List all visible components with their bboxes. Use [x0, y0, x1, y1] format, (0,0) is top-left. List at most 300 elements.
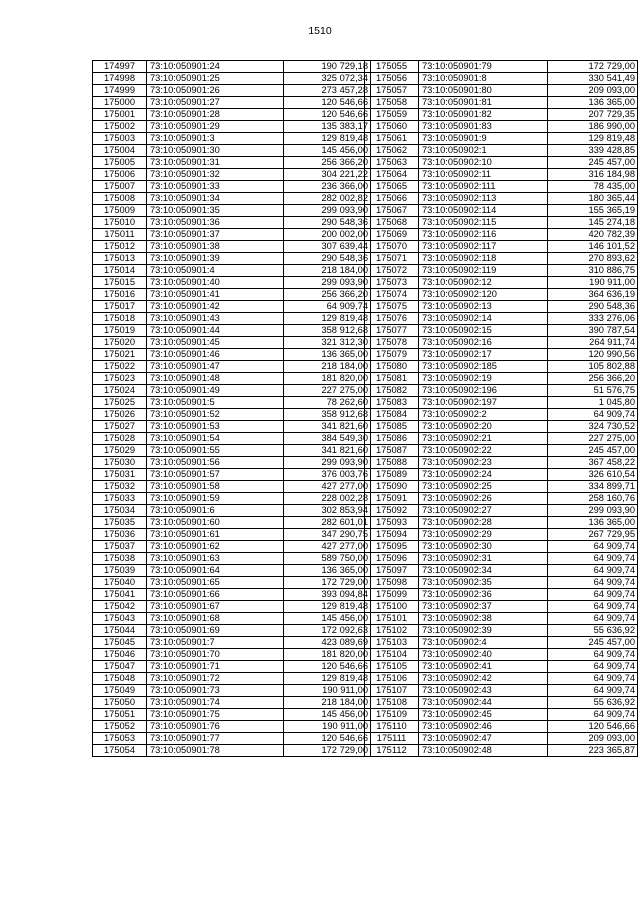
record-number-cell: 175011	[93, 229, 147, 241]
table-row	[93, 301, 371, 313]
cadastral-number-cell: 73:10:050901:70	[147, 649, 284, 661]
cadastral-value-cell: 299 093,90	[548, 505, 638, 517]
record-number-cell: 175017	[93, 301, 147, 313]
record-number-cell: 175101	[365, 613, 419, 625]
cadastral-number-cell: 73:10:050901:72	[147, 673, 284, 685]
cadastral-value-cell: 384 549,30	[284, 433, 371, 445]
record-number-cell: 175002	[93, 121, 147, 133]
cadastral-value-cell: 120 546,66	[284, 109, 371, 121]
cadastral-number-cell: 73:10:050902:113	[419, 193, 548, 205]
table-body-right	[365, 61, 638, 757]
table-row	[93, 289, 371, 301]
record-number-cell: 175016	[93, 289, 147, 301]
table-row	[365, 493, 638, 505]
table-row	[365, 133, 638, 145]
cadastral-number-cell: 73:10:050902:38	[419, 613, 548, 625]
table-row	[365, 637, 638, 649]
cadastral-value-cell: 172 729,00	[284, 745, 371, 757]
cadastral-value-cell: 181 820,00	[284, 649, 371, 661]
record-number-cell: 175077	[365, 325, 419, 337]
table-row	[93, 241, 371, 253]
cadastral-value-cell: 136 365,00	[284, 565, 371, 577]
record-number-cell: 174997	[93, 61, 147, 73]
cadastral-value-cell: 245 457,00	[548, 445, 638, 457]
cadastral-number-cell: 73:10:050901:56	[147, 457, 284, 469]
record-number-cell: 175109	[365, 709, 419, 721]
table-row	[365, 253, 638, 265]
record-number-cell: 175015	[93, 277, 147, 289]
table-row	[365, 361, 638, 373]
cadastral-value-cell: 190 911,00	[284, 685, 371, 697]
table-row	[365, 193, 638, 205]
cadastral-value-cell: 299 093,90	[284, 457, 371, 469]
table-row	[93, 421, 371, 433]
cadastral-value-cell: 136 365,00	[284, 349, 371, 361]
cadastral-value-cell: 136 365,00	[548, 517, 638, 529]
cadastral-value-cell: 290 548,36	[284, 217, 371, 229]
record-number-cell: 175070	[365, 241, 419, 253]
cadastral-value-cell: 304 221,22	[284, 169, 371, 181]
table-row	[93, 745, 371, 757]
cadastral-value-cell: 200 002,00	[284, 229, 371, 241]
record-number-cell: 175085	[365, 421, 419, 433]
record-number-cell: 175057	[365, 85, 419, 97]
table-row	[93, 685, 371, 697]
cadastral-value-cell: 64 909,74	[548, 601, 638, 613]
record-number-cell: 175097	[365, 565, 419, 577]
cadastral-value-cell: 120 546,66	[284, 661, 371, 673]
cadastral-number-cell: 73:10:050902:19	[419, 373, 548, 385]
record-number-cell: 175045	[93, 637, 147, 649]
table-row	[93, 625, 371, 637]
record-number-cell: 175049	[93, 685, 147, 697]
record-number-cell: 175041	[93, 589, 147, 601]
cadastral-value-cell: 1 045,80	[548, 397, 638, 409]
table-row	[93, 493, 371, 505]
cadastral-number-cell: 73:10:050902:42	[419, 673, 548, 685]
cadastral-value-cell: 120 546,66	[548, 721, 638, 733]
cadastral-number-cell: 73:10:050902:39	[419, 625, 548, 637]
record-number-cell: 175037	[93, 541, 147, 553]
record-number-cell: 175001	[93, 109, 147, 121]
record-number-cell: 175088	[365, 457, 419, 469]
record-number-cell: 175074	[365, 289, 419, 301]
cadastral-number-cell: 73:10:050902:185	[419, 361, 548, 373]
table-row	[365, 661, 638, 673]
table-row	[365, 445, 638, 457]
cadastral-number-cell: 73:10:050902:43	[419, 685, 548, 697]
record-number-cell: 175043	[93, 613, 147, 625]
cadastral-value-cell: 218 184,00	[284, 265, 371, 277]
cadastral-number-cell: 73:10:050902:28	[419, 517, 548, 529]
cadastral-value-cell: 256 366,20	[548, 373, 638, 385]
cadastral-value-cell: 245 457,00	[548, 157, 638, 169]
cadastral-value-cell: 64 909,74	[548, 409, 638, 421]
record-number-cell: 175098	[365, 577, 419, 589]
cadastral-value-cell: 129 819,48	[284, 313, 371, 325]
record-number-cell: 175105	[365, 661, 419, 673]
cadastral-number-cell: 73:10:050901:32	[147, 169, 284, 181]
cadastral-number-cell: 73:10:050901:30	[147, 145, 284, 157]
cadastral-number-cell: 73:10:050902:46	[419, 721, 548, 733]
cadastral-number-cell: 73:10:050901:46	[147, 349, 284, 361]
cadastral-value-cell: 333 276,06	[548, 313, 638, 325]
cadastral-number-cell: 73:10:050901:62	[147, 541, 284, 553]
cadastral-value-cell: 172 729,00	[548, 61, 638, 73]
cadastral-number-cell: 73:10:050901:36	[147, 217, 284, 229]
table-row	[93, 601, 371, 613]
record-number-cell: 175080	[365, 361, 419, 373]
cadastral-number-cell: 73:10:050901:37	[147, 229, 284, 241]
table-row	[365, 277, 638, 289]
cadastral-number-cell: 73:10:050901:76	[147, 721, 284, 733]
record-number-cell: 175022	[93, 361, 147, 373]
cadastral-number-cell: 73:10:050902:34	[419, 565, 548, 577]
cadastral-value-cell: 321 312,30	[284, 337, 371, 349]
cadastral-value-cell: 420 782,39	[548, 229, 638, 241]
cadastral-value-cell: 236 366,00	[284, 181, 371, 193]
table-row	[365, 145, 638, 157]
record-number-cell: 175042	[93, 601, 147, 613]
cadastral-number-cell: 73:10:050901:53	[147, 421, 284, 433]
table-row	[93, 457, 371, 469]
record-number-cell: 175025	[93, 397, 147, 409]
cadastral-value-cell: 341 821,60	[284, 445, 371, 457]
table-row	[93, 157, 371, 169]
cadastral-value-cell: 218 184,00	[284, 361, 371, 373]
cadastral-number-cell: 73:10:050901:28	[147, 109, 284, 121]
cadastral-number-cell: 73:10:050902:11	[419, 169, 548, 181]
record-number-cell: 175054	[93, 745, 147, 757]
record-number-cell: 175092	[365, 505, 419, 517]
table-row	[93, 313, 371, 325]
cadastral-value-cell: 334 899,71	[548, 481, 638, 493]
table-row	[93, 121, 371, 133]
cadastral-number-cell: 73:10:050901:27	[147, 97, 284, 109]
record-number-cell: 175100	[365, 601, 419, 613]
table-row	[365, 205, 638, 217]
table-row	[93, 133, 371, 145]
table-row	[93, 553, 371, 565]
cadastral-number-cell: 73:10:050901:80	[419, 85, 548, 97]
record-number-cell: 175018	[93, 313, 147, 325]
cadastral-number-cell: 73:10:050901:3	[147, 133, 284, 145]
cadastral-number-cell: 73:10:050901:73	[147, 685, 284, 697]
table-row	[365, 73, 638, 85]
cadastral-number-cell: 73:10:050901:69	[147, 625, 284, 637]
cadastral-number-cell: 73:10:050901:39	[147, 253, 284, 265]
table-row	[93, 505, 371, 517]
table-row	[93, 517, 371, 529]
cadastral-number-cell: 73:10:050902:37	[419, 601, 548, 613]
cadastral-value-cell: 105 802,88	[548, 361, 638, 373]
cadastral-number-cell: 73:10:050901:60	[147, 517, 284, 529]
cadastral-value-cell: 209 093,00	[548, 733, 638, 745]
cadastral-value-cell: 227 275,00	[548, 433, 638, 445]
table-row	[93, 181, 371, 193]
record-number-cell: 175044	[93, 625, 147, 637]
table-row	[93, 337, 371, 349]
cadastral-value-cell: 310 886,75	[548, 265, 638, 277]
table-row	[365, 625, 638, 637]
cadastral-number-cell: 73:10:050902:25	[419, 481, 548, 493]
cadastral-value-cell: 390 787,54	[548, 325, 638, 337]
cadastral-value-cell: 64 909,74	[548, 553, 638, 565]
record-number-cell: 174999	[93, 85, 147, 97]
cadastral-table-right	[364, 60, 638, 757]
table-row	[365, 373, 638, 385]
cadastral-value-cell: 330 541,49	[548, 73, 638, 85]
cadastral-number-cell: 73:10:050901:59	[147, 493, 284, 505]
record-number-cell: 175095	[365, 541, 419, 553]
cadastral-value-cell: 64 909,74	[548, 613, 638, 625]
table-row	[365, 481, 638, 493]
table-row	[93, 481, 371, 493]
record-number-cell: 175071	[365, 253, 419, 265]
cadastral-value-cell: 64 909,74	[548, 661, 638, 673]
record-number-cell: 175102	[365, 625, 419, 637]
cadastral-number-cell: 73:10:050902:36	[419, 589, 548, 601]
cadastral-number-cell: 73:10:050901:34	[147, 193, 284, 205]
table-row	[365, 553, 638, 565]
table-row	[365, 421, 638, 433]
record-number-cell: 175030	[93, 457, 147, 469]
table-row	[365, 121, 638, 133]
cadastral-number-cell: 73:10:050902:197	[419, 397, 548, 409]
cadastral-number-cell: 73:10:050901:47	[147, 361, 284, 373]
table-row	[365, 409, 638, 421]
cadastral-value-cell: 120 990,56	[548, 349, 638, 361]
cadastral-value-cell: 55 636,92	[548, 697, 638, 709]
record-number-cell: 175099	[365, 589, 419, 601]
table-row	[93, 397, 371, 409]
table-row	[365, 589, 638, 601]
table-row	[365, 157, 638, 169]
record-number-cell: 175073	[365, 277, 419, 289]
cadastral-number-cell: 73:10:050902:1	[419, 145, 548, 157]
cadastral-value-cell: 190 911,00	[548, 277, 638, 289]
cadastral-value-cell: 339 428,85	[548, 145, 638, 157]
record-number-cell: 175009	[93, 205, 147, 217]
record-number-cell: 175010	[93, 217, 147, 229]
cadastral-number-cell: 73:10:050901:78	[147, 745, 284, 757]
table-row	[365, 85, 638, 97]
table-row	[93, 721, 371, 733]
cadastral-number-cell: 73:10:050901:63	[147, 553, 284, 565]
cadastral-number-cell: 73:10:050901:83	[419, 121, 548, 133]
table-row	[365, 61, 638, 73]
cadastral-number-cell: 73:10:050902:44	[419, 697, 548, 709]
cadastral-number-cell: 73:10:050901:48	[147, 373, 284, 385]
cadastral-value-cell: 145 456,00	[284, 613, 371, 625]
cadastral-value-cell: 282 002,82	[284, 193, 371, 205]
table-row	[93, 589, 371, 601]
cadastral-value-cell: 136 365,00	[548, 97, 638, 109]
record-number-cell: 175067	[365, 205, 419, 217]
cadastral-value-cell: 376 003,76	[284, 469, 371, 481]
cadastral-number-cell: 73:10:050902:29	[419, 529, 548, 541]
cadastral-number-cell: 73:10:050902:22	[419, 445, 548, 457]
cadastral-value-cell: 64 909,74	[284, 301, 371, 313]
record-number-cell: 175072	[365, 265, 419, 277]
cadastral-value-cell: 227 275,00	[284, 385, 371, 397]
table-row	[365, 469, 638, 481]
cadastral-value-cell: 155 365,19	[548, 205, 638, 217]
cadastral-number-cell: 73:10:050902:21	[419, 433, 548, 445]
cadastral-value-cell: 264 911,74	[548, 337, 638, 349]
table-row	[93, 85, 371, 97]
table-row	[93, 109, 371, 121]
cadastral-value-cell: 135 383,17	[284, 121, 371, 133]
table-row	[93, 277, 371, 289]
cadastral-value-cell: 145 456,00	[284, 709, 371, 721]
cadastral-number-cell: 73:10:050901:77	[147, 733, 284, 745]
cadastral-number-cell: 73:10:050902:45	[419, 709, 548, 721]
cadastral-number-cell: 73:10:050901:58	[147, 481, 284, 493]
cadastral-value-cell: 367 458,22	[548, 457, 638, 469]
cadastral-number-cell: 73:10:050902:4	[419, 637, 548, 649]
cadastral-value-cell: 299 093,90	[284, 277, 371, 289]
table-row	[365, 289, 638, 301]
cadastral-value-cell: 325 072,34	[284, 73, 371, 85]
cadastral-number-cell: 73:10:050901:29	[147, 121, 284, 133]
cadastral-value-cell: 358 912,68	[284, 409, 371, 421]
cadastral-number-cell: 73:10:050902:118	[419, 253, 548, 265]
cadastral-number-cell: 73:10:050901:67	[147, 601, 284, 613]
table-row	[93, 709, 371, 721]
cadastral-number-cell: 73:10:050901:40	[147, 277, 284, 289]
cadastral-value-cell: 64 909,74	[548, 673, 638, 685]
table-row	[93, 325, 371, 337]
record-number-cell: 175111	[365, 733, 419, 745]
record-number-cell: 175027	[93, 421, 147, 433]
cadastral-number-cell: 73:10:050902:116	[419, 229, 548, 241]
record-number-cell: 175075	[365, 301, 419, 313]
record-number-cell: 175055	[365, 61, 419, 73]
table-row	[93, 193, 371, 205]
record-number-cell: 175108	[365, 697, 419, 709]
page-number: 1510	[308, 25, 332, 37]
cadastral-value-cell: 180 365,44	[548, 193, 638, 205]
cadastral-value-cell: 129 819,48	[284, 673, 371, 685]
cadastral-number-cell: 73:10:050901:82	[419, 109, 548, 121]
cadastral-value-cell: 78 262,60	[284, 397, 371, 409]
record-number-cell: 175090	[365, 481, 419, 493]
table-row	[93, 205, 371, 217]
table-row	[365, 673, 638, 685]
cadastral-value-cell: 120 546,66	[284, 97, 371, 109]
record-number-cell: 175021	[93, 349, 147, 361]
cadastral-number-cell: 73:10:050901:26	[147, 85, 284, 97]
table-row	[365, 709, 638, 721]
table-row	[93, 361, 371, 373]
table-row	[365, 685, 638, 697]
record-number-cell: 175059	[365, 109, 419, 121]
record-number-cell: 175084	[365, 409, 419, 421]
record-number-cell: 175000	[93, 97, 147, 109]
cadastral-value-cell: 64 909,74	[548, 709, 638, 721]
record-number-cell: 175052	[93, 721, 147, 733]
record-number-cell: 175048	[93, 673, 147, 685]
record-number-cell: 175046	[93, 649, 147, 661]
cadastral-value-cell: 145 274,18	[548, 217, 638, 229]
table-row	[365, 337, 638, 349]
cadastral-value-cell: 78 435,00	[548, 181, 638, 193]
cadastral-number-cell: 73:10:050902:30	[419, 541, 548, 553]
record-number-cell: 175058	[365, 97, 419, 109]
cadastral-number-cell: 73:10:050902:20	[419, 421, 548, 433]
record-number-cell: 175089	[365, 469, 419, 481]
table-row	[93, 97, 371, 109]
cadastral-value-cell: 290 548,36	[284, 253, 371, 265]
cadastral-value-cell: 228 002,28	[284, 493, 371, 505]
record-number-cell: 175026	[93, 409, 147, 421]
table-row	[365, 457, 638, 469]
record-number-cell: 175096	[365, 553, 419, 565]
record-number-cell: 175039	[93, 565, 147, 577]
record-number-cell: 175056	[365, 73, 419, 85]
record-number-cell: 175086	[365, 433, 419, 445]
record-number-cell: 175014	[93, 265, 147, 277]
table-row	[365, 517, 638, 529]
cadastral-number-cell: 73:10:050901:6	[147, 505, 284, 517]
record-number-cell: 175007	[93, 181, 147, 193]
cadastral-number-cell: 73:10:050901:44	[147, 325, 284, 337]
record-number-cell: 175012	[93, 241, 147, 253]
cadastral-number-cell: 73:10:050901:7	[147, 637, 284, 649]
cadastral-number-cell: 73:10:050902:17	[419, 349, 548, 361]
table-row	[365, 265, 638, 277]
cadastral-number-cell: 73:10:050902:40	[419, 649, 548, 661]
record-number-cell: 175065	[365, 181, 419, 193]
cadastral-number-cell: 73:10:050902:196	[419, 385, 548, 397]
cadastral-value-cell: 427 277,00	[284, 481, 371, 493]
cadastral-value-cell: 316 184,98	[548, 169, 638, 181]
table-row	[93, 733, 371, 745]
record-number-cell: 175064	[365, 169, 419, 181]
cadastral-number-cell: 73:10:050901:8	[419, 73, 548, 85]
cadastral-number-cell: 73:10:050901:4	[147, 265, 284, 277]
table-row	[93, 145, 371, 157]
record-number-cell: 175019	[93, 325, 147, 337]
cadastral-number-cell: 73:10:050901:9	[419, 133, 548, 145]
cadastral-value-cell: 290 548,36	[548, 301, 638, 313]
record-number-cell: 175034	[93, 505, 147, 517]
table-row	[365, 313, 638, 325]
table-row	[365, 505, 638, 517]
table-row	[93, 73, 371, 85]
cadastral-number-cell: 73:10:050901:54	[147, 433, 284, 445]
table-row	[93, 229, 371, 241]
cadastral-number-cell: 73:10:050902:2	[419, 409, 548, 421]
table-row	[365, 649, 638, 661]
cadastral-value-cell: 129 819,48	[548, 133, 638, 145]
record-number-cell: 175050	[93, 697, 147, 709]
table-row	[365, 349, 638, 361]
table-row	[365, 109, 638, 121]
cadastral-number-cell: 73:10:050901:74	[147, 697, 284, 709]
cadastral-number-cell: 73:10:050902:31	[419, 553, 548, 565]
record-number-cell: 175029	[93, 445, 147, 457]
table-row	[365, 613, 638, 625]
table-row	[365, 721, 638, 733]
record-number-cell: 175106	[365, 673, 419, 685]
cadastral-value-cell: 364 636,19	[548, 289, 638, 301]
record-number-cell: 175036	[93, 529, 147, 541]
cadastral-number-cell: 73:10:050901:75	[147, 709, 284, 721]
cadastral-value-cell: 423 089,69	[284, 637, 371, 649]
cadastral-value-cell: 190 729,18	[284, 61, 371, 73]
